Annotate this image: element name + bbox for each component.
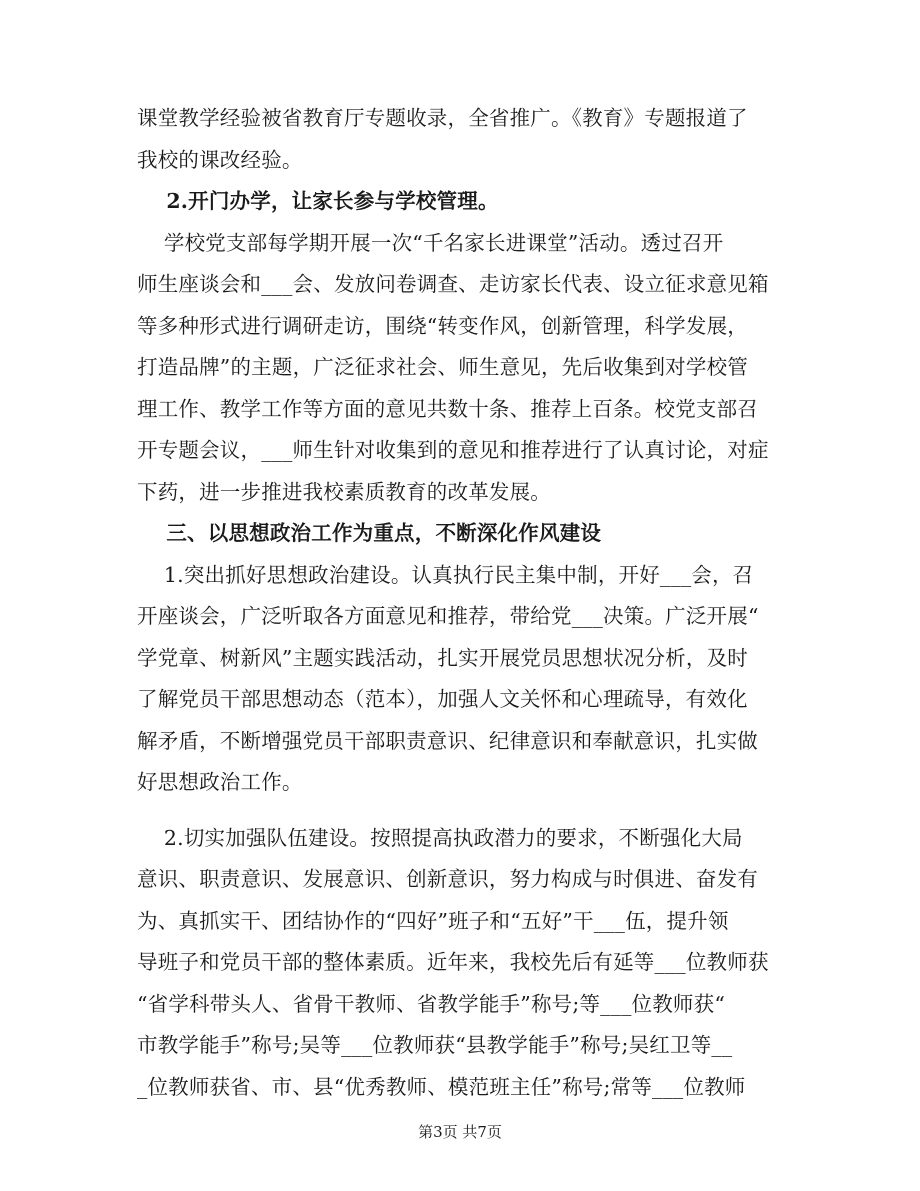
- page-number: 第3页 共7页: [418, 1123, 502, 1141]
- text-line: 开座谈会，广泛听取各方面意见和推荐，带给党___决策。广泛开展“: [137, 604, 759, 628]
- section-heading: 2.开门办学，让家长参与学校管理。: [137, 189, 499, 213]
- text-line: 我校的课改经验。: [137, 147, 303, 172]
- text-line: 意识、职责意识、发展意识、创新意识，努力构成与时俱进、奋发有: [137, 867, 758, 891]
- document-body: [137, 98, 787, 1108]
- text-line: “省学科带头人、省骨干教师、省教学能手”称号;等___位教师获“: [137, 991, 725, 1016]
- text-line: 1.突出抓好思想政治建设。认真执行民主集中制，开好___会，召: [137, 562, 754, 587]
- text-line: 市教学能手”称号;吴等___位教师获“县教学能手”称号;吴红卫等__: [137, 1033, 733, 1057]
- text-line: _位教师获省、市、县“优秀教师、模范班主任”称号;常等___位教师: [137, 1074, 746, 1099]
- section-heading: 三、以思想政治工作为重点，不断深化作风建设: [137, 521, 602, 545]
- text-line: 为、真抓实干、团结协作的“四好”班子和“五好”干___伍，提升领: [137, 908, 729, 933]
- text-line: 2.切实加强队伍建设。按照提高执政潜力的要求，不断强化大局: [137, 825, 743, 850]
- text-line: 学党章、树新风”主题实践活动，扎实开展党员思想状况分析，及时: [137, 645, 748, 670]
- text-line: 了解党员干部思想动态（范本），加强人文关怀和心理疏导，有效化: [137, 687, 748, 711]
- text-line: 学校党支部每学期开展一次“千名家长进课堂”活动。透过召开: [137, 230, 724, 255]
- text-line: 好思想政治工作。: [137, 770, 303, 794]
- text-line: 等多种形式进行调研走访，围绕“转变作风，创新管理，科学发展，: [137, 313, 748, 338]
- text-line: 理工作、教学工作等方面的意见共数十条、推荐上百条。校党支部召: [137, 396, 758, 421]
- text-line: 开专题会议，___师生针对收集到的意见和推荐进行了认真讨论，对症: [137, 438, 769, 462]
- text-line: 打造品牌”的主题，广泛征求社会、师生意见，先后收集到对学校管: [137, 355, 748, 379]
- text-line: 解矛盾，不断增强党员干部职责意识、纪律意识和奉献意识，扎实做: [137, 728, 758, 753]
- paragraph-gap: [137, 804, 787, 818]
- text-line: 下药，进一步推进我校素质教育的改革发展。: [137, 479, 551, 504]
- text-line: 导班子和党员干部的整体素质。近年来，我校先后有延等___位教师获: [137, 950, 769, 974]
- text-line: 师生座谈会和___会、发放问卷调查、走访家长代表、设立征求意见箱: [137, 272, 769, 296]
- text-line: 课堂教学经验被省教育厅专题收录，全省推广。《教育》专题报道了: [137, 106, 748, 130]
